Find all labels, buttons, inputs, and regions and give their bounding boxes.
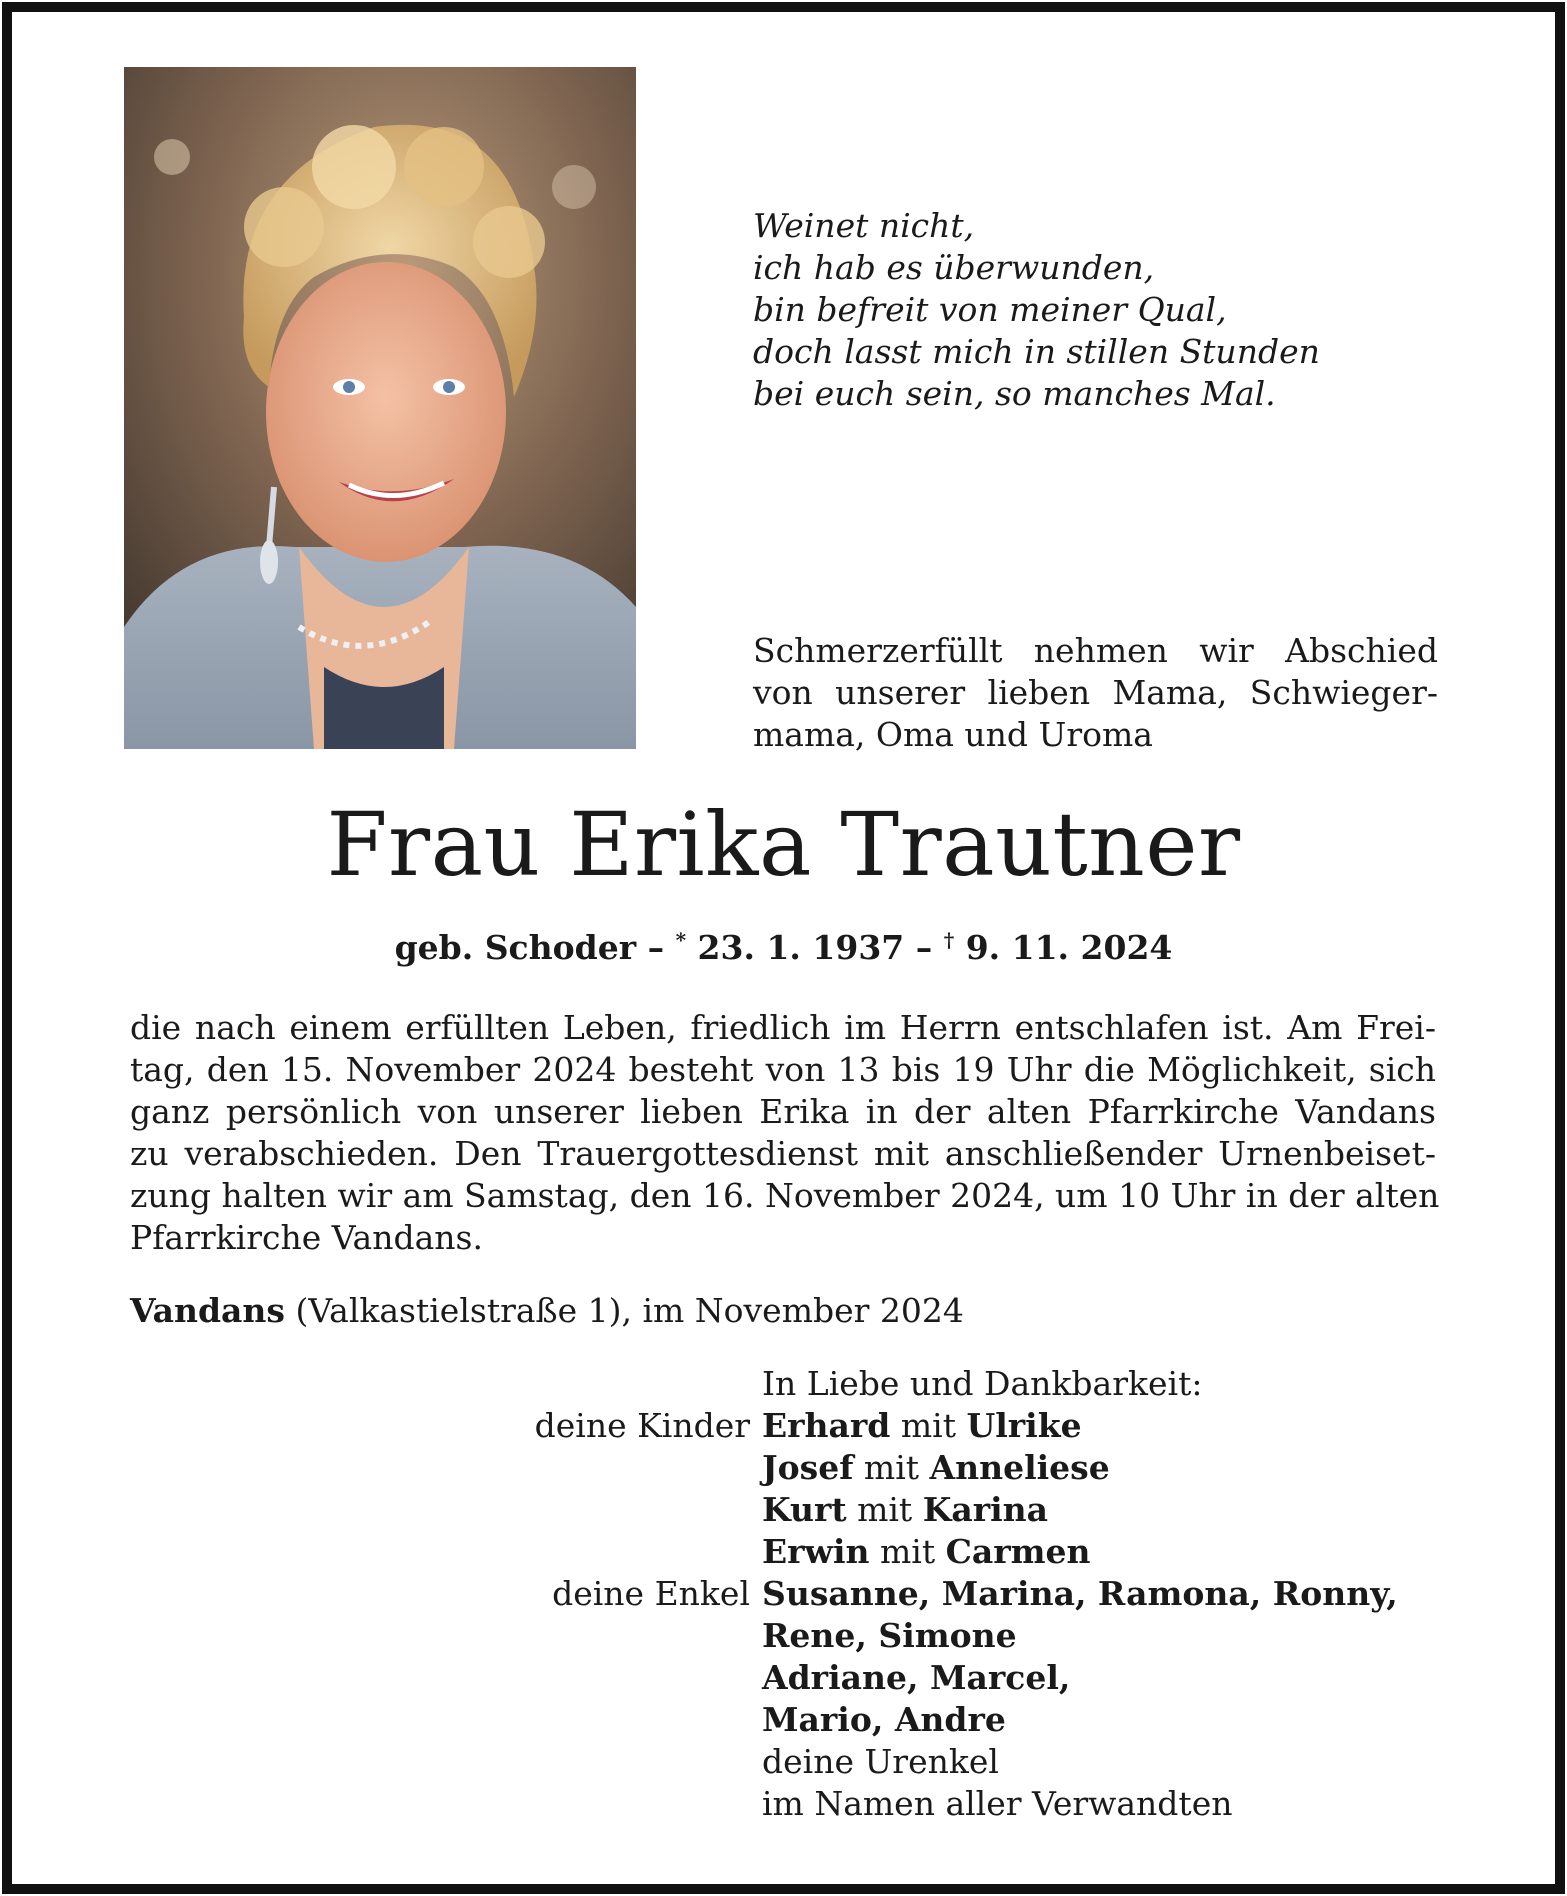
birth-symbol: * bbox=[675, 928, 687, 952]
poem-line: doch lasst mich in stillen Stunden bbox=[753, 332, 1320, 371]
place-date-line bbox=[130, 1290, 964, 1332]
poem-line: Weinet nicht, bbox=[753, 206, 975, 245]
body-line: zu verabschieden. Den Trauergottesdienst mit anschließender Urnenbeiset- bbox=[130, 1134, 1436, 1173]
body-paragraph bbox=[130, 1007, 1440, 1259]
address-date: (Valkastielstraße 1), im November 2024 bbox=[284, 1291, 964, 1330]
body-line: die nach einem erfüllten Leben, friedlich im Herrn entschlafen ist. Am Frei- bbox=[130, 1008, 1436, 1047]
family-header: In Liebe und Dankbarkeit: bbox=[762, 1364, 1203, 1403]
death-date: 9. 11. 2024 bbox=[954, 928, 1173, 967]
kinder-label: deine Kinder bbox=[534, 1406, 750, 1445]
deceased-name: Frau Erika Trautner bbox=[326, 793, 1241, 896]
relatives-line: im Namen aller Verwandten bbox=[762, 1784, 1233, 1823]
family-entry: Adriane, Marcel, bbox=[762, 1658, 1071, 1697]
portrait-photo bbox=[124, 67, 636, 749]
body-line: tag, den 15. November 2024 besteht von 13 bis 19 Uhr die Möglichkeit, sich bbox=[130, 1050, 1436, 1089]
death-symbol: † bbox=[943, 928, 955, 952]
family-signature bbox=[420, 1363, 1460, 1825]
family-entry: Rene, Simone bbox=[762, 1616, 1017, 1655]
family-entry: Mario, Andre bbox=[762, 1700, 1006, 1739]
family-entry: Erhard mit Ulrike bbox=[762, 1406, 1082, 1445]
town-name: Vandans bbox=[130, 1291, 285, 1330]
enkel-label: deine Enkel bbox=[552, 1574, 750, 1613]
intro-line: von unserer lieben Mama, Schwieger- bbox=[753, 673, 1438, 712]
intro-line: Schmerzerfüllt nehmen wir Abschied bbox=[753, 631, 1438, 670]
body-line: zung halten wir am Samstag, den 16. November 2024, um 10 Uhr in der alten bbox=[130, 1176, 1440, 1215]
family-entry: Josef mit Anneliese bbox=[762, 1448, 1110, 1487]
poem-line: ich hab es überwunden, bbox=[753, 248, 1155, 287]
birth-death-line: geb. Schoder – * 23. 1. 1937 – † 9. 11. 2024 bbox=[394, 928, 1173, 967]
birth-date: 23. 1. 1937 bbox=[686, 928, 905, 967]
maiden-name: geb. Schoder bbox=[394, 928, 637, 967]
urenkel-line: deine Urenkel bbox=[762, 1742, 999, 1781]
poem-line: bin befreit von meiner Qual, bbox=[753, 290, 1227, 329]
intro-text bbox=[753, 630, 1438, 756]
body-line: ganz persönlich von unserer lieben Erika in der alten Pfarrkirche Vandans bbox=[130, 1092, 1436, 1131]
family-entry: Susanne, Marina, Ramona, Ronny, bbox=[762, 1574, 1398, 1613]
family-entry: Erwin mit Carmen bbox=[762, 1532, 1091, 1571]
body-line: Pfarrkirche Vandans. bbox=[130, 1218, 483, 1257]
intro-line: mama, Oma und Uroma bbox=[753, 715, 1153, 754]
poem-verse bbox=[753, 205, 1393, 415]
family-entry: Kurt mit Karina bbox=[762, 1490, 1049, 1529]
poem-line: bei euch sein, so manches Mal. bbox=[753, 374, 1276, 413]
